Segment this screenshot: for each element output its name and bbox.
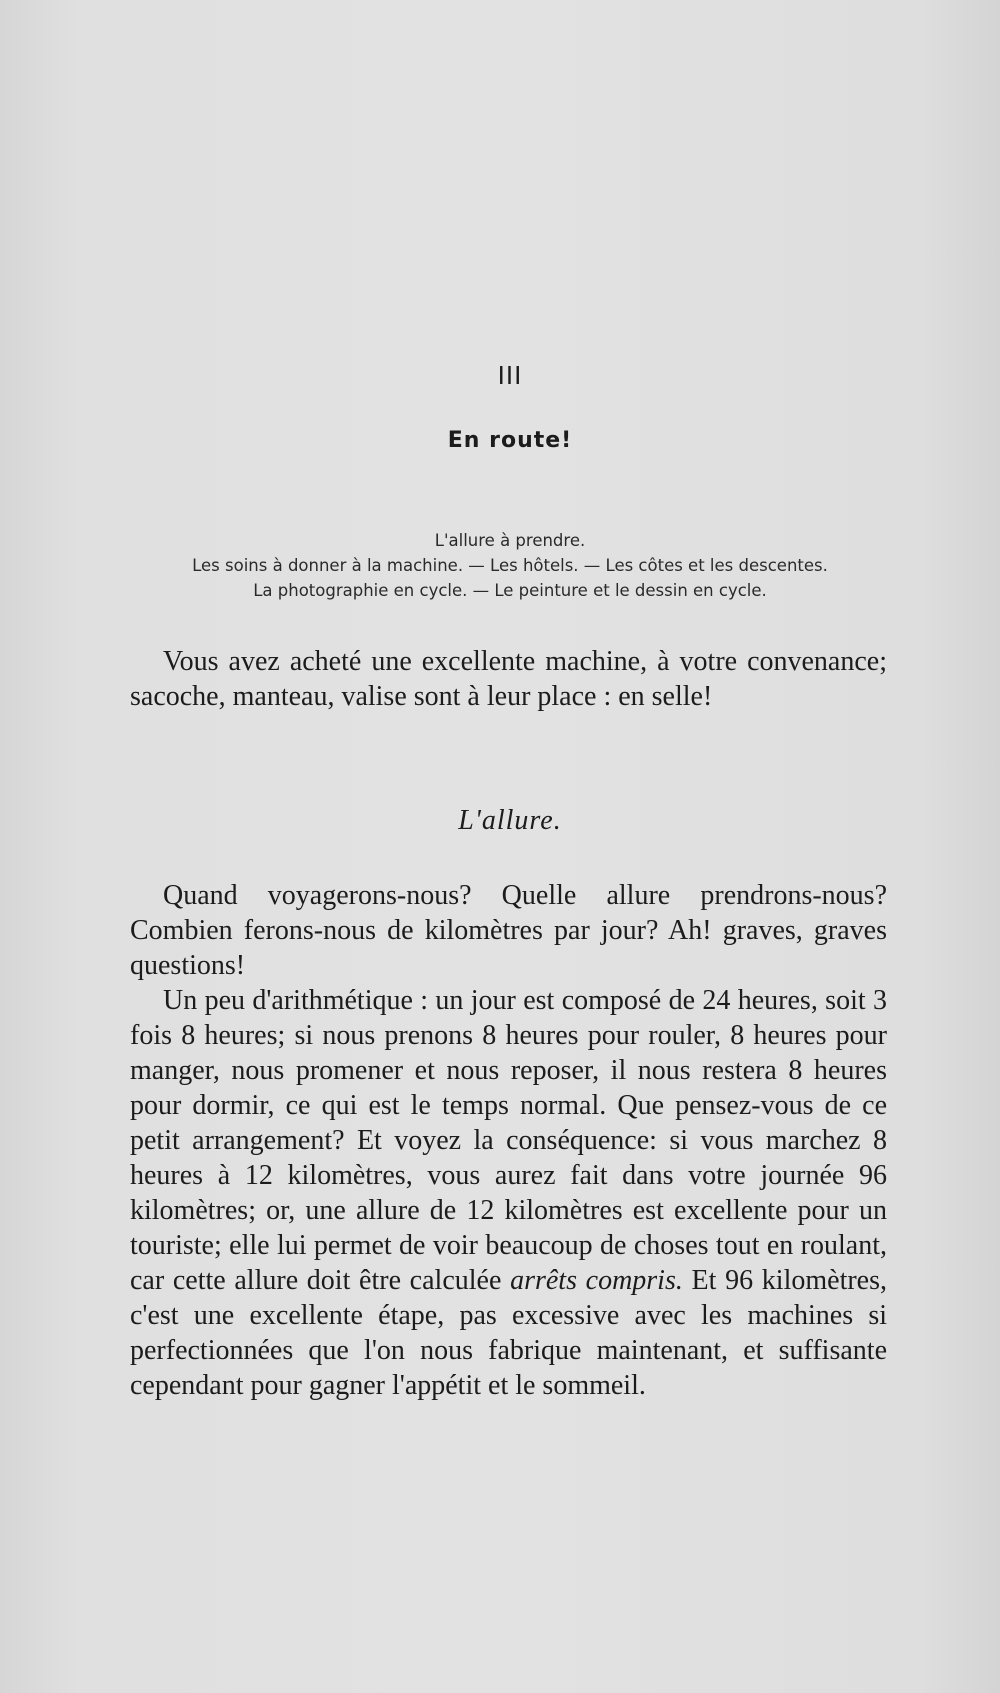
paragraph-text: Et 96 kilomètres, c'est une excellente étape, pas excessive avec les machines si perfectionnées que l'on nous fabrique maintenant, et suffisante cependant pour gagner l'appétit et le sommeil. xyxy=(130,1265,887,1401)
chapter-number: III xyxy=(497,360,523,390)
chapter-title: En route! xyxy=(447,428,573,453)
intro-paragraph: Vous avez acheté une excellente machine, à votre convenance; sacoche, manteau, valise sont à leur place : en selle! xyxy=(130,646,887,712)
paragraph-text: Un peu d'arithmétique : un jour est composé de 24 heures, soit 3 fois 8 heures; si nous prenons 8 heures pour rouler, 8 heures pour manger, nous promener et nous reposer, il nous restera 8 heures pour dormir, ce qui est le temps normal. Que pensez-vous de ce petit arrangement? Et voyez la conséquence: si vous marchez 8 heures à 12 kilomètres, vous aurez fait dans votre journée 96 kilomètres; or, une allure de 12 kilomètres est excellente pour un touriste; elle lui permet de voir beaucoup de choses tout en roulant, car cette allure doit être calculée xyxy=(130,985,887,1296)
paragraph: Quand voyagerons-nous? Quelle allure prendrons-nous? Combien ferons-nous de kilomètres par jour? Ah! graves, graves questions! xyxy=(130,880,887,981)
summary-line: La photographie en cycle. — Le peinture et le dessin en cycle. xyxy=(253,581,767,600)
summary-line: L'allure à prendre. xyxy=(434,531,586,550)
emphasized-text: arrêts compris. xyxy=(510,1265,683,1296)
section-heading: L'allure. xyxy=(458,805,562,836)
paragraph xyxy=(130,983,887,1403)
chapter-summary xyxy=(120,528,900,603)
summary-line: Les soins à donner à la machine. — Les hôtels. — Les côtes et les descentes. xyxy=(192,556,828,575)
